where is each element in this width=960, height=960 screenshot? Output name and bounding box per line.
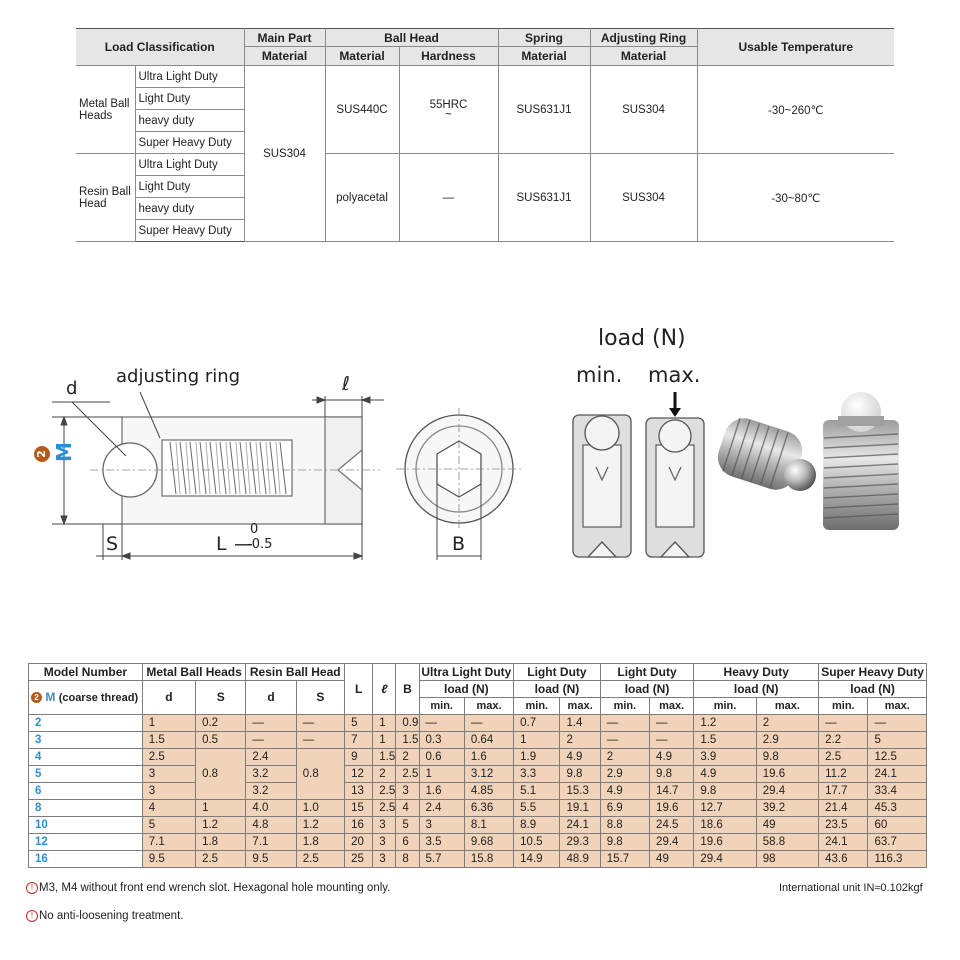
spec-cell: 14.9 bbox=[514, 851, 560, 868]
header-L: L bbox=[345, 664, 373, 715]
header-d: d bbox=[142, 681, 195, 715]
m-label-text: M bbox=[52, 442, 76, 462]
spec-cell: 16 bbox=[345, 817, 373, 834]
spec-cell: 9.5 bbox=[142, 851, 195, 868]
spec-cell: 9.8 bbox=[650, 766, 694, 783]
spec-cell: 33.4 bbox=[868, 783, 927, 800]
tolerance-upper: 0 bbox=[250, 522, 259, 537]
main-part-material: SUS304 bbox=[244, 66, 325, 242]
spec-cell: 1.2 bbox=[196, 817, 246, 834]
spec-cell: 24.1 bbox=[560, 817, 600, 834]
header-min: min. bbox=[419, 698, 464, 715]
table-row bbox=[29, 800, 927, 817]
spec-cell: 2.5 bbox=[396, 766, 419, 783]
spec-cell: 6 bbox=[396, 834, 419, 851]
spec-cell: 98 bbox=[756, 851, 818, 868]
resin-temperature: -30~80℃ bbox=[697, 154, 894, 242]
spec-cell: 4.0 bbox=[246, 800, 296, 817]
spec-cell: 43.6 bbox=[819, 851, 868, 868]
spec-cell: 63.7 bbox=[868, 834, 927, 851]
spec-cell: 49 bbox=[756, 817, 818, 834]
resin-ring-material: SUS304 bbox=[590, 154, 697, 242]
spec-cell: 3.9 bbox=[694, 749, 756, 766]
spec-cell: 0.3 bbox=[419, 732, 464, 749]
dash-symbol: — bbox=[234, 533, 253, 555]
header-S: S bbox=[296, 681, 344, 715]
spec-table bbox=[28, 663, 927, 868]
spec-cell: 19.6 bbox=[756, 766, 818, 783]
header-heavy: Heavy Duty bbox=[694, 664, 819, 681]
spec-cell: 4.9 bbox=[600, 783, 649, 800]
spec-cell: — bbox=[246, 715, 296, 732]
header-usable-temperature: Usable Temperature bbox=[697, 29, 894, 66]
b-dimension-label: B bbox=[452, 533, 466, 555]
header-B: B bbox=[396, 664, 419, 715]
spec-cell: 1.9 bbox=[514, 749, 560, 766]
spec-cell: 3 bbox=[396, 783, 419, 800]
spec-cell: 15.3 bbox=[560, 783, 600, 800]
spec-cell: — bbox=[650, 732, 694, 749]
spec-cell: 9.5 bbox=[246, 851, 296, 868]
spec-cell: 2.9 bbox=[756, 732, 818, 749]
spec-cell: — bbox=[650, 715, 694, 732]
spec-cell: 4 bbox=[142, 800, 195, 817]
spec-cell: 0.5 bbox=[196, 732, 246, 749]
spec-cell: 3.2 bbox=[246, 783, 296, 800]
spec-cell: 15.7 bbox=[600, 851, 649, 868]
header-load: load (N) bbox=[694, 681, 819, 698]
spec-cell: 29.4 bbox=[694, 851, 756, 868]
adjusting-ring-label: adjusting ring bbox=[116, 366, 241, 387]
spec-cell: 2.5 bbox=[196, 851, 246, 868]
model-number-cell: 5 bbox=[29, 766, 143, 783]
spec-cell: 2 bbox=[373, 766, 396, 783]
l-dimension-label: ℓ bbox=[342, 373, 350, 395]
model-number-cell: 16 bbox=[29, 851, 143, 868]
header-main-part: Main Part bbox=[244, 29, 325, 47]
spec-cell: 1.4 bbox=[560, 715, 600, 732]
spec-cell: 9.8 bbox=[694, 783, 756, 800]
unit-note: International unit IN≈0.102kgf bbox=[779, 882, 923, 894]
spec-cell: 8 bbox=[396, 851, 419, 868]
min-label: min. bbox=[576, 363, 623, 387]
spec-cell: 1.5 bbox=[373, 749, 396, 766]
spec-cell: 14.7 bbox=[650, 783, 694, 800]
model-number-cell: 8 bbox=[29, 800, 143, 817]
header-d: d bbox=[246, 681, 296, 715]
spec-cell: 18.6 bbox=[694, 817, 756, 834]
spec-cell: 2 bbox=[396, 749, 419, 766]
spec-cell: 24.5 bbox=[650, 817, 694, 834]
spec-cell: 13 bbox=[345, 783, 373, 800]
table-row bbox=[29, 715, 927, 732]
duty-label: heavy duty bbox=[135, 110, 244, 132]
spec-cell: 11.2 bbox=[819, 766, 868, 783]
spec-cell: 5 bbox=[345, 715, 373, 732]
duty-label: Light Duty bbox=[135, 176, 244, 198]
spec-cell: 0.64 bbox=[464, 732, 513, 749]
spec-cell: 24.1 bbox=[868, 766, 927, 783]
model-number-cell: 2 bbox=[29, 715, 143, 732]
d-dimension-label: d bbox=[66, 378, 78, 399]
header-min: min. bbox=[600, 698, 649, 715]
duty-label: Ultra Light Duty bbox=[135, 66, 244, 88]
metal-ring-material: SUS304 bbox=[590, 66, 697, 154]
header-load: load (N) bbox=[819, 681, 927, 698]
resin-group-label: Resin Ball Head bbox=[76, 154, 135, 242]
spec-cell: 9.8 bbox=[560, 766, 600, 783]
spec-cell: — bbox=[464, 715, 513, 732]
spec-cell: 23.5 bbox=[819, 817, 868, 834]
header-max: max. bbox=[868, 698, 927, 715]
spec-cell: 5.7 bbox=[419, 851, 464, 868]
spec-cell: 2.4 bbox=[419, 800, 464, 817]
spec-cell: 20 bbox=[345, 834, 373, 851]
spec-cell: 12 bbox=[345, 766, 373, 783]
spec-cell: — bbox=[819, 715, 868, 732]
spec-cell: 15.8 bbox=[464, 851, 513, 868]
spec-cell: — bbox=[296, 732, 344, 749]
note-2 bbox=[26, 910, 183, 922]
duty-label: Ultra Light Duty bbox=[135, 154, 244, 176]
spec-cell: 19.6 bbox=[694, 834, 756, 851]
spec-cell: 2.4 bbox=[246, 749, 296, 766]
header-super-heavy: Super Heavy Duty bbox=[819, 664, 927, 681]
spec-cell: 116.3 bbox=[868, 851, 927, 868]
header-min: min. bbox=[819, 698, 868, 715]
spec-cell: 7 bbox=[345, 732, 373, 749]
model-number-cell: 6 bbox=[29, 783, 143, 800]
spec-cell: 6.36 bbox=[464, 800, 513, 817]
header-resin-ball-head: Resin Ball Head bbox=[246, 664, 345, 681]
merged-s-cell: 0.8 bbox=[296, 749, 344, 800]
header-spring: Spring bbox=[498, 29, 590, 47]
spec-cell: 9.8 bbox=[600, 834, 649, 851]
spec-cell: 8.9 bbox=[514, 817, 560, 834]
metal-group-label: Metal Ball Heads bbox=[76, 66, 135, 154]
tolerance-lower: -0.5 bbox=[247, 537, 273, 552]
load-min-illustration bbox=[573, 415, 631, 557]
spec-cell: 8.8 bbox=[600, 817, 649, 834]
spec-cell: 3.5 bbox=[419, 834, 464, 851]
spec-cell: 2.5 bbox=[819, 749, 868, 766]
table-row bbox=[29, 783, 927, 800]
spec-cell: 2.2 bbox=[819, 732, 868, 749]
spec-cell: 1.5 bbox=[694, 732, 756, 749]
metal-temperature: -30~260℃ bbox=[697, 66, 894, 154]
spec-cell: 1.2 bbox=[296, 817, 344, 834]
spec-cell: 1.5 bbox=[142, 732, 195, 749]
m-badge: 2 bbox=[34, 446, 50, 462]
spec-cell: 3 bbox=[419, 817, 464, 834]
spec-cell: 1 bbox=[142, 715, 195, 732]
spec-cell: — bbox=[600, 732, 649, 749]
spec-cell: 1 bbox=[196, 800, 246, 817]
spec-cell: 48.9 bbox=[560, 851, 600, 868]
spec-cell: 1 bbox=[514, 732, 560, 749]
table-row bbox=[29, 817, 927, 834]
spec-cell: 2.5 bbox=[296, 851, 344, 868]
header-load: load (N) bbox=[514, 681, 601, 698]
spec-cell: 39.2 bbox=[756, 800, 818, 817]
header-min: min. bbox=[694, 698, 756, 715]
spec-cell: 1.5 bbox=[396, 732, 419, 749]
spec-cell: 10.5 bbox=[514, 834, 560, 851]
spec-cell: 21.4 bbox=[819, 800, 868, 817]
header-light-2: Light Duty bbox=[600, 664, 694, 681]
spec-cell: 3 bbox=[142, 783, 195, 800]
metal-hardness bbox=[399, 66, 498, 154]
spec-cell: 3 bbox=[373, 817, 396, 834]
spec-cell: 19.1 bbox=[560, 800, 600, 817]
header-min: min. bbox=[514, 698, 560, 715]
spec-cell: 2.5 bbox=[373, 783, 396, 800]
warning-icon: ! bbox=[26, 882, 38, 894]
note-1 bbox=[26, 882, 390, 894]
header-hardness: Hardness bbox=[399, 47, 498, 66]
spec-cell: 4 bbox=[396, 800, 419, 817]
spec-cell: 9.8 bbox=[756, 749, 818, 766]
duty-label: Super Heavy Duty bbox=[135, 220, 244, 242]
header-ultra-light: Ultra Light Duty bbox=[419, 664, 514, 681]
spec-cell: 29.4 bbox=[756, 783, 818, 800]
m-badge: 2 bbox=[31, 692, 42, 703]
header-model-number: Model Number bbox=[29, 664, 143, 681]
header-load: load (N) bbox=[600, 681, 694, 698]
spec-cell: 0.7 bbox=[514, 715, 560, 732]
spec-cell: 24.1 bbox=[819, 834, 868, 851]
product-photo bbox=[710, 392, 899, 560]
spec-cell: 25 bbox=[345, 851, 373, 868]
model-number-cell: 4 bbox=[29, 749, 143, 766]
spec-cell: 4.85 bbox=[464, 783, 513, 800]
spec-table-body bbox=[29, 715, 927, 868]
resin-ball-material: polyacetal bbox=[325, 154, 399, 242]
spec-cell: 0.9 bbox=[396, 715, 419, 732]
header-max: max. bbox=[464, 698, 513, 715]
header-max: max. bbox=[560, 698, 600, 715]
spec-cell: 8.1 bbox=[464, 817, 513, 834]
spec-cell: 3.12 bbox=[464, 766, 513, 783]
note-1-text: M3, M4 without front end wrench slot. Hexagonal hole mounting only. bbox=[39, 882, 391, 895]
spec-cell: 5 bbox=[142, 817, 195, 834]
spec-cell: 9 bbox=[345, 749, 373, 766]
spec-cell: 29.4 bbox=[650, 834, 694, 851]
spec-cell: 1 bbox=[419, 766, 464, 783]
metal-ball-material: SUS440C bbox=[325, 66, 399, 154]
spec-cell: 2 bbox=[756, 715, 818, 732]
header-material: Material bbox=[498, 47, 590, 66]
spec-cell: 5.1 bbox=[514, 783, 560, 800]
spec-cell: 2 bbox=[600, 749, 649, 766]
spec-cell: 1.8 bbox=[296, 834, 344, 851]
spec-cell: 1 bbox=[373, 732, 396, 749]
header-S: S bbox=[196, 681, 246, 715]
header-load: load (N) bbox=[419, 681, 514, 698]
warning-icon: ! bbox=[26, 910, 38, 922]
spec-cell: 1 bbox=[373, 715, 396, 732]
load-title: load (N) bbox=[598, 326, 686, 351]
spec-cell: 29.3 bbox=[560, 834, 600, 851]
spec-cell: 5.5 bbox=[514, 800, 560, 817]
spec-cell: 1.6 bbox=[419, 783, 464, 800]
length-dimension-label: L bbox=[216, 533, 227, 555]
duty-label: Light Duty bbox=[135, 88, 244, 110]
header-adjusting-ring: Adjusting Ring bbox=[590, 29, 697, 47]
spec-cell: 19.6 bbox=[650, 800, 694, 817]
header-material: Material bbox=[590, 47, 697, 66]
spec-cell: 3 bbox=[142, 766, 195, 783]
spec-cell: 2.5 bbox=[142, 749, 195, 766]
spec-cell: 5 bbox=[396, 817, 419, 834]
m-dimension-label bbox=[28, 426, 76, 462]
spec-cell: 9.68 bbox=[464, 834, 513, 851]
spec-cell: — bbox=[419, 715, 464, 732]
spec-cell: 0.2 bbox=[196, 715, 246, 732]
spec-cell: 60 bbox=[868, 817, 927, 834]
spec-cell: 17.7 bbox=[819, 783, 868, 800]
header-ball-head: Ball Head bbox=[325, 29, 498, 47]
spec-cell: 1.8 bbox=[196, 834, 246, 851]
spec-cell: 2.5 bbox=[373, 800, 396, 817]
header-metal-ball-heads: Metal Ball Heads bbox=[142, 664, 246, 681]
s-dimension-label: S bbox=[106, 533, 119, 555]
header-material: Material bbox=[325, 47, 399, 66]
spec-cell: 4.9 bbox=[694, 766, 756, 783]
header-material: Material bbox=[244, 47, 325, 66]
hardness-value: 55HRC bbox=[429, 99, 468, 111]
side-view bbox=[90, 417, 380, 524]
spec-cell: 5 bbox=[868, 732, 927, 749]
note-2-text: No anti-loosening treatment. bbox=[39, 910, 184, 923]
spec-cell: 6.9 bbox=[600, 800, 649, 817]
merged-s-cell: 0.8 bbox=[196, 749, 246, 800]
table-row bbox=[29, 834, 927, 851]
spec-cell: 3 bbox=[373, 834, 396, 851]
header-load-classification: Load Classification bbox=[76, 29, 244, 66]
header-light-1: Light Duty bbox=[514, 664, 601, 681]
spec-cell: — bbox=[600, 715, 649, 732]
header-l: ℓ bbox=[373, 664, 396, 715]
duty-label: heavy duty bbox=[135, 198, 244, 220]
resin-spring-material: SUS631J1 bbox=[498, 154, 590, 242]
spec-cell: 2.9 bbox=[600, 766, 649, 783]
spec-cell: 15 bbox=[345, 800, 373, 817]
spec-cell: 3.3 bbox=[514, 766, 560, 783]
spec-cell: 49 bbox=[650, 851, 694, 868]
spec-cell: 7.1 bbox=[142, 834, 195, 851]
spec-cell: 12.7 bbox=[694, 800, 756, 817]
spec-cell: 1.6 bbox=[464, 749, 513, 766]
spec-cell: 0.6 bbox=[419, 749, 464, 766]
spec-cell: 4.8 bbox=[246, 817, 296, 834]
spec-cell: — bbox=[296, 715, 344, 732]
spec-cell: 12.5 bbox=[868, 749, 927, 766]
table-row bbox=[29, 732, 927, 749]
model-number-cell: 3 bbox=[29, 732, 143, 749]
table-row bbox=[29, 749, 927, 766]
max-label: max. bbox=[648, 363, 701, 387]
technical-drawing bbox=[0, 320, 960, 580]
plunger-drawing-svg bbox=[0, 320, 960, 580]
m-label: M bbox=[45, 689, 56, 704]
metal-spring-material: SUS631J1 bbox=[498, 66, 590, 154]
spec-cell: 1.2 bbox=[694, 715, 756, 732]
header-m-coarse bbox=[29, 681, 143, 715]
spec-cell: — bbox=[868, 715, 927, 732]
spec-cell: 58.8 bbox=[756, 834, 818, 851]
header-max: max. bbox=[756, 698, 818, 715]
table-row bbox=[29, 851, 927, 868]
spec-cell: 4.9 bbox=[650, 749, 694, 766]
spec-cell: 1.0 bbox=[296, 800, 344, 817]
spec-cell: — bbox=[246, 732, 296, 749]
resin-hardness: — bbox=[399, 154, 498, 242]
model-number-cell: 12 bbox=[29, 834, 143, 851]
spec-cell: 45.3 bbox=[868, 800, 927, 817]
coarse-thread-label: (coarse thread) bbox=[58, 691, 139, 704]
spec-cell: 2 bbox=[560, 732, 600, 749]
duty-label: Super Heavy Duty bbox=[135, 132, 244, 154]
hardness-tilde: ~ bbox=[445, 109, 452, 121]
spec-cell: 3.2 bbox=[246, 766, 296, 783]
spec-cell: 4.9 bbox=[560, 749, 600, 766]
material-table bbox=[76, 28, 894, 242]
load-max-illustration bbox=[646, 392, 704, 557]
spec-cell: 7.1 bbox=[246, 834, 296, 851]
model-number-cell: 10 bbox=[29, 817, 143, 834]
spec-cell: 3 bbox=[373, 851, 396, 868]
table-row bbox=[29, 766, 927, 783]
header-max: max. bbox=[650, 698, 694, 715]
